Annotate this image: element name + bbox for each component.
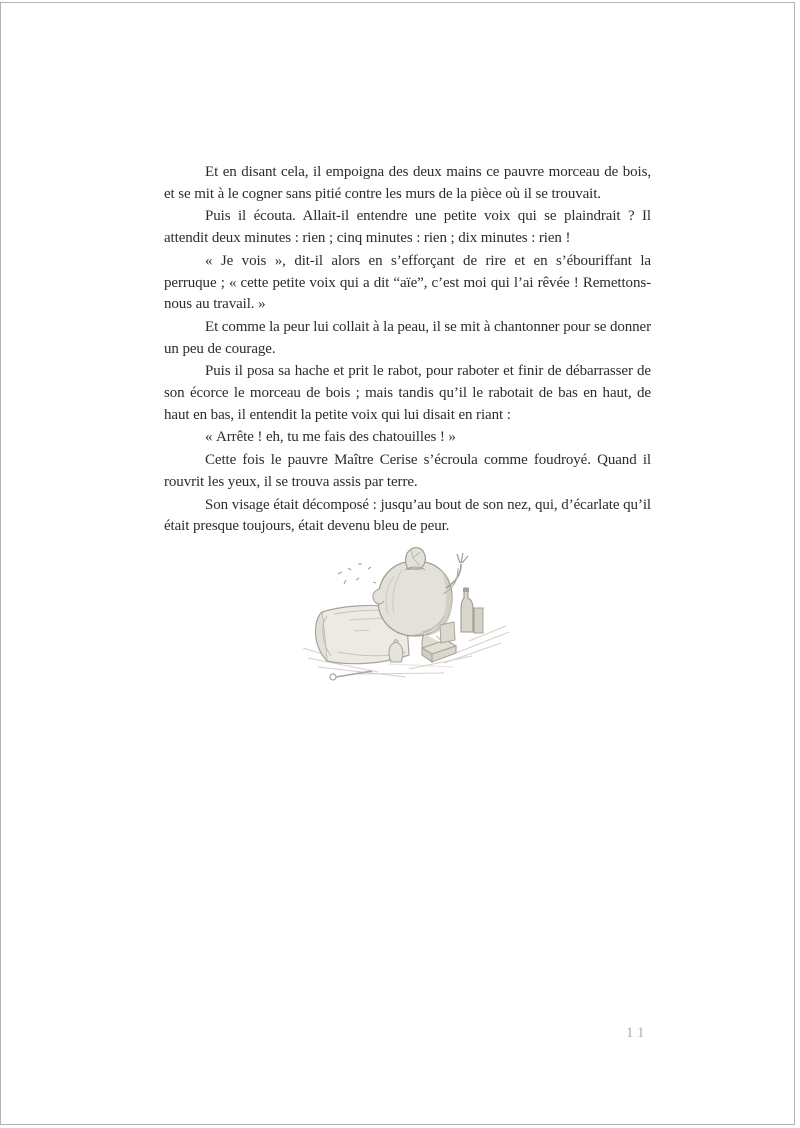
paragraph: Son visage était décomposé : jusqu’au bout de son nez, qui, d’écarlate qu’il était presque toujours, était devenu bleu de peur. (164, 496, 651, 535)
paragraph: Cette fois le pauvre Maître Cerise s’écroula comme foudroyé. Quand il rouvrit les yeux, il se trouva assis par terre. (164, 452, 651, 490)
paragraph: Puis il posa sa hache et prit le rabot, pour raboter et finir de débarrasser de son écorce le morceau de bois ; mais tandis qu’il le rabotait de bas en haut, de haut en bas, il entendit la petite voix qui lui disait en riant : (164, 363, 651, 423)
page-number: 11 (626, 1025, 649, 1041)
paragraph: « Je vois », dit-il alors en s’efforçant de rire et en s’ébouriffant la perruque ; « cette petite voix qui a dit “aïe”, c’est moi qui l’ai rêvée ! Remettons-nous au travail. » (164, 252, 651, 313)
paragraph: Et comme la peur lui collait à la peau, il se mit à chantonner pour se donner un peu de courage. (164, 318, 651, 357)
paragraph: Puis il écouta. Allait-il entendre une petite voix qui se plaindrait ? Il attendit deux minutes : rien ; cinq minutes : rien ; dix minutes : rien ! (164, 208, 651, 247)
illustration-sketch (294, 536, 516, 688)
paragraph: Et en disant cela, il empoigna des deux mains ce pauvre morceau de bois, et se mit à le cogner sans pitié contre les murs de la pièce où il se trouvait. (164, 164, 651, 202)
bottle-sketch (461, 588, 483, 633)
tool-sketch (330, 671, 372, 680)
book-page (0, 2, 795, 1125)
paragraph: « Arrête ! eh, tu me fais des chatouilles ! » (205, 429, 456, 446)
debris-marks (338, 564, 376, 584)
body-text (164, 162, 651, 539)
